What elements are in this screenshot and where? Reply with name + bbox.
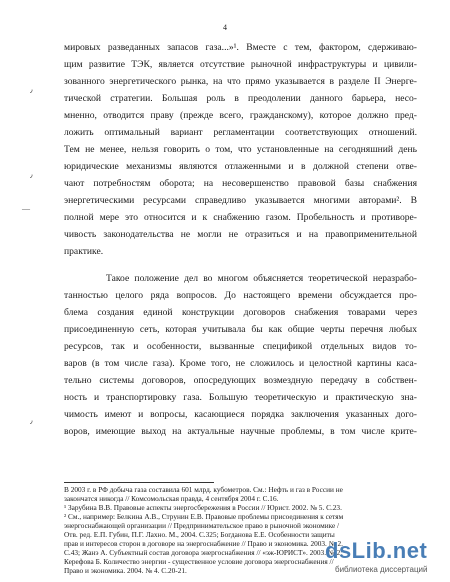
text-line: ресурсов, так и особенности, вызванные спецификой отдельных видов то- <box>64 341 417 352</box>
text-line: Тем не менее, нельзя говорить о том, что установленные на сегодняшний день <box>64 144 417 155</box>
watermark-subtitle: библиотека диссертаций <box>335 565 428 574</box>
watermark <box>325 538 447 576</box>
footnote-line: Керефова Б. Количество энергии - существенное условие договора энергоснабжения // <box>64 557 334 566</box>
text-line: присоединенную сеть, которая учитывала бы как общие черты перечня любых <box>64 324 417 335</box>
text-line: варов (в том числе газа). Кроме того, не сложилось и целостной картины каса- <box>64 358 417 369</box>
text-line: полной мере это относится и к снабжению газом. Пробельность и противоре- <box>64 212 417 223</box>
footnote-line: ¹ Зарубина В.В. Правовые аспекты энергосбережения в России // Юрист. 2002. № 5. С.23. <box>64 503 342 512</box>
text-line: зованного энергетического рынка, на что прямо указывается в разделе II Энерге- <box>64 76 417 87</box>
margin-mark: ٫ <box>30 416 33 425</box>
footnote-separator <box>64 482 214 483</box>
text-line: танностью целого ряда вопросов. До настоящего времени обсуждается про- <box>64 290 417 301</box>
footnote-line: Отв. ред. Е.П. Губин, П.Г. Лахно. М., 2004. С.325; Богданова Е.Е. Особенности защиты <box>64 530 335 539</box>
watermark-logo: dsLib.net <box>325 538 428 563</box>
text-line: тельно системы договоров, опосредующих возмездную передачу в собствен- <box>64 375 417 386</box>
text-line: тической стратегии. Большая роль в преодолении данного барьера, несо- <box>64 93 417 104</box>
text-line: чают потребностям оборота; на несовершенство правовой базы снабжения <box>64 178 417 189</box>
text-line: чивость законодательства не могли не отразиться и на правоприменительной <box>64 229 417 240</box>
margin-mark: — <box>22 204 30 213</box>
text-line: энергетическими ресурсами справедливо указывается многими авторами². В <box>64 195 417 206</box>
page-number: 4 <box>223 23 227 32</box>
text-line: мировых разведанных запасов газа...»¹. Вместе с тем, фактором, сдерживаю- <box>64 42 417 53</box>
text-line: практике. <box>64 246 104 257</box>
text-line: юридические механизмы являются отлаженными и в должной степени отве- <box>64 161 417 172</box>
text-line: Такое положение дел во многом объясняется теоретической неразрабо- <box>106 273 417 284</box>
footnote-line: ² См., например: Белкина А.В., Струнин Е.В. Правовые проблемы присоединения к сетям <box>64 512 344 521</box>
margin-mark: ٫ <box>30 85 33 94</box>
footnote-line: прав и интересов сторон в договоре на энергоснабжение // Право и экономика. 2003. № 2. <box>64 539 343 548</box>
footnote-line: С.43; Жанэ А. Субъектный состав договора энергоснабжения // «эж-ЮРИСТ». 2003. № 2; <box>64 548 343 557</box>
text-line: блема создания единой конструкции договоров снабжения товарами через <box>64 307 417 318</box>
footnote-line: закончатся никогда // Комсомольская правда, 4 сентября 2004 г. С.16. <box>64 494 279 503</box>
footnote-line: В 2003 г. в РФ добыча газа составила 601 млрд. кубометров. См.: Нефть и газ в России не <box>64 485 343 494</box>
text-line: ложить оптимальный вариант регламентации соответствующих отношений. <box>64 127 417 138</box>
text-line: чимость имеют и вопросы, касающиеся порядка заключения указанных дого- <box>64 409 417 420</box>
text-line: щим развитие ТЭК, является отсутствие рыночной инфраструктуры и цивили- <box>64 59 417 70</box>
text-line: мненно, отводится праву (прежде всего, гражданскому), которое должно пред- <box>64 110 417 121</box>
footnote-line: Право и экономика. 2004. № 4. С.20-21. <box>64 566 187 575</box>
margin-mark: ٫ <box>30 170 33 179</box>
text-line: воров, имеющие выход на актуальные научные проблемы, в том числе крите- <box>64 426 417 437</box>
text-line: ность и транспортировку газа. Большую теоретическую и практическую зна- <box>64 392 417 403</box>
footnote-line: энергоснабжающей организации // Предпринимательское право в рыночной экономике / <box>64 521 340 530</box>
